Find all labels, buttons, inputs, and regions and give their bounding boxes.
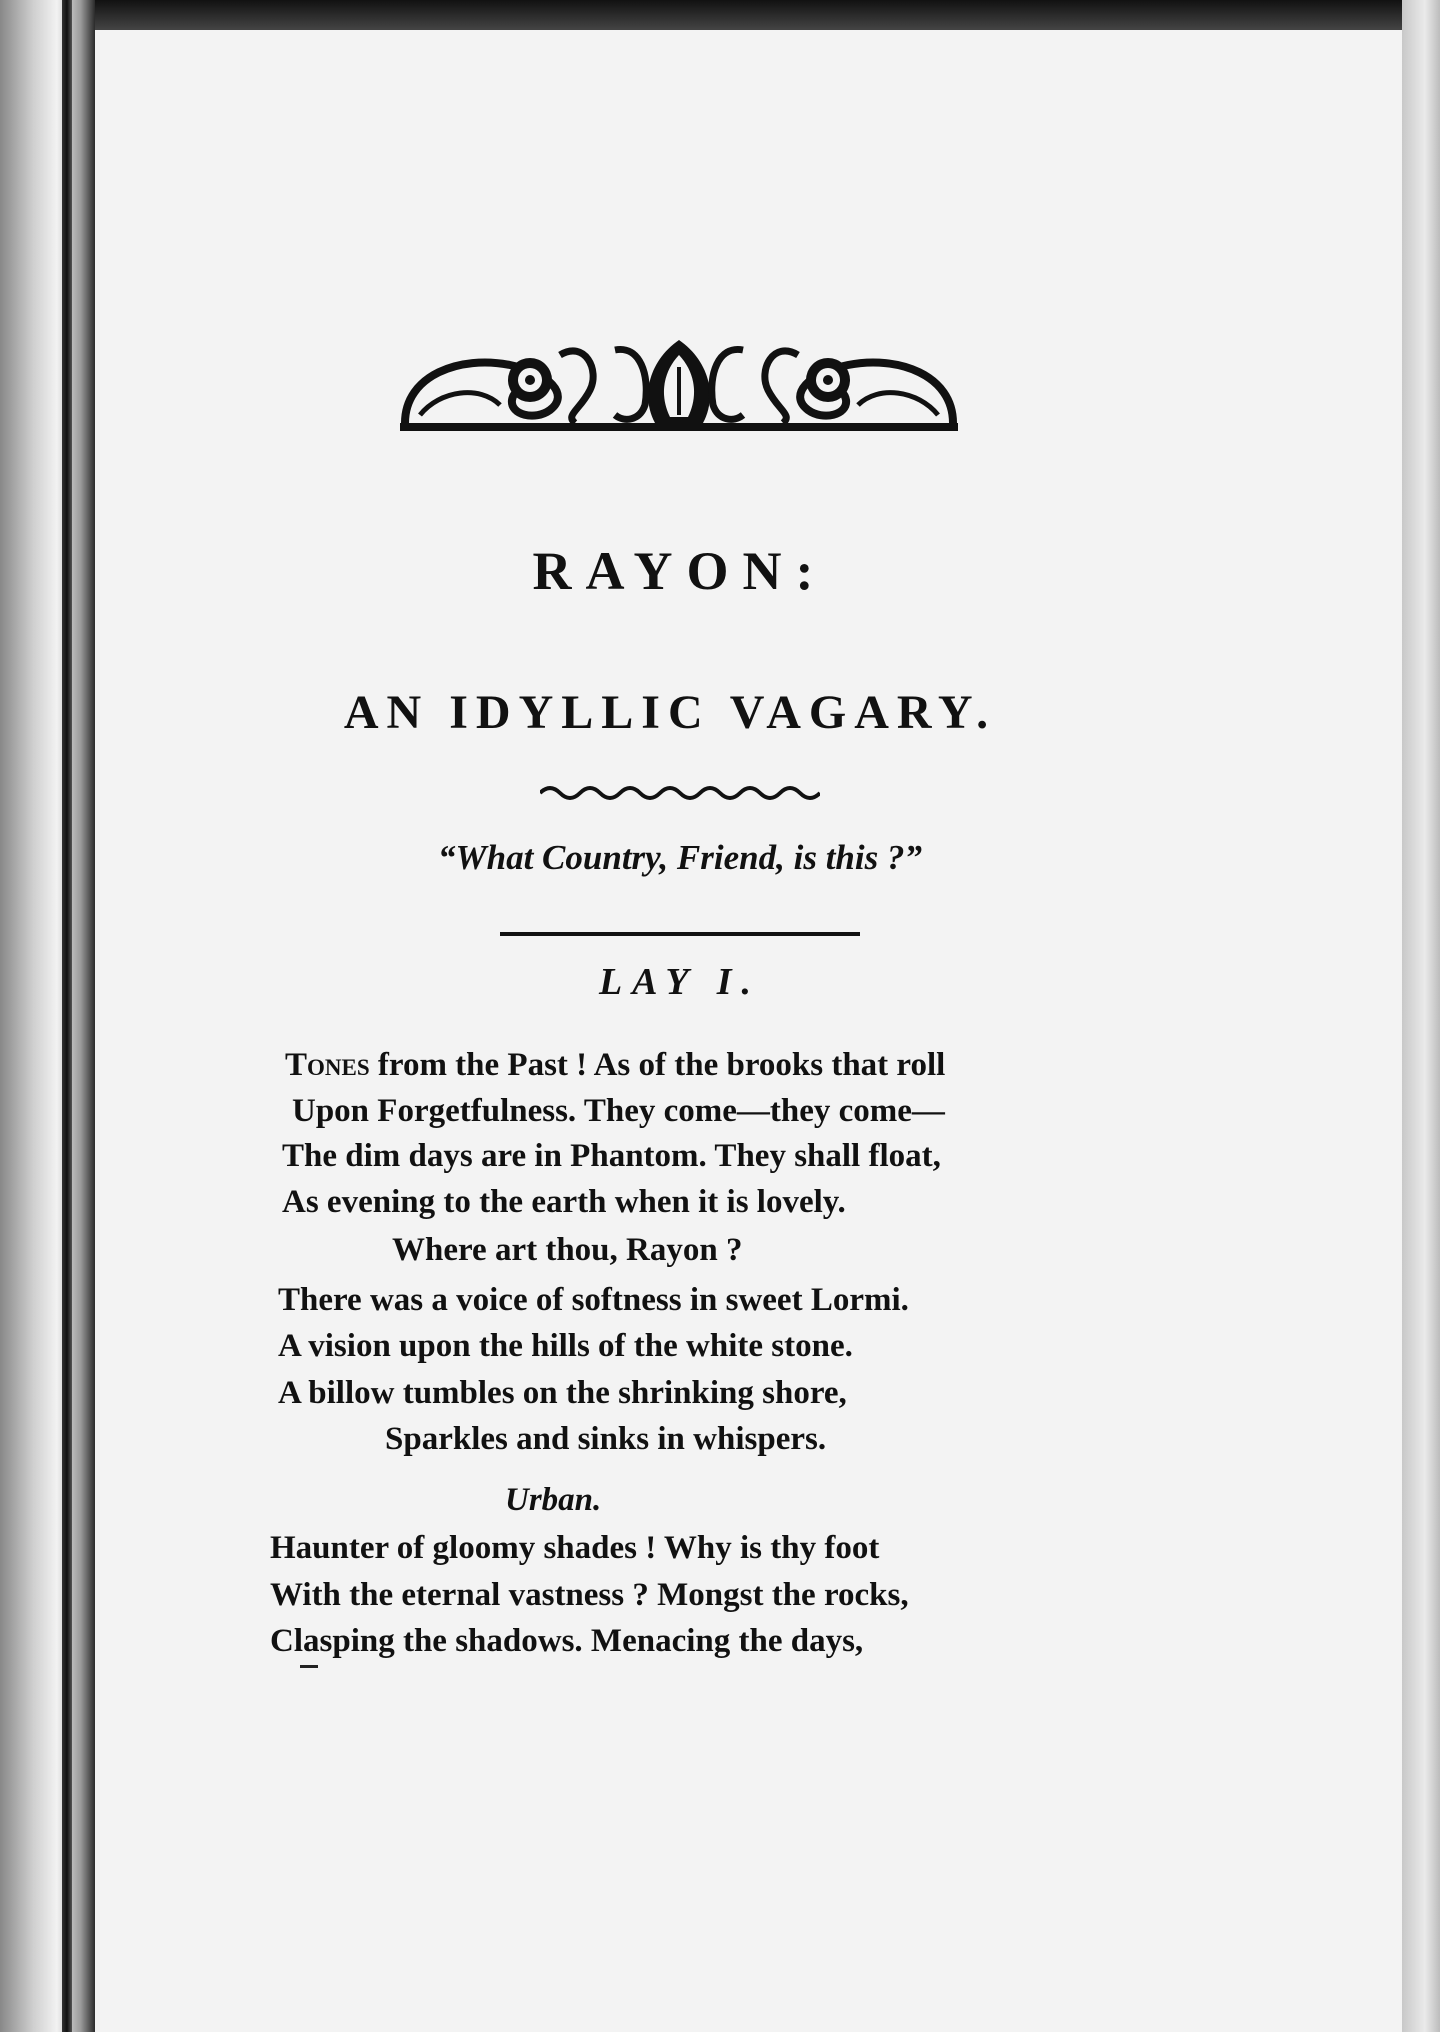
poem-line: A billow tumbles on the shrinking shore, [278, 1375, 847, 1411]
page-title: RAYON: [532, 541, 828, 601]
poem-line: Where art thou, Rayon ? [392, 1232, 743, 1268]
poem-line: A vision upon the hills of the white stone. [278, 1328, 853, 1364]
poem-line: The dim days are in Phantom. They shall float, [282, 1138, 941, 1174]
catchword-mark [300, 1665, 318, 1668]
scan-top-edge [0, 0, 1440, 30]
binding-shadow [62, 0, 72, 2032]
horizontal-rule [500, 932, 860, 936]
epigraph-quote: “What Country, Friend, is this ?” [438, 838, 922, 877]
decorative-headpiece-ornament [400, 335, 958, 435]
poem-line: With the eternal vastness ? Mongst the rocks, [270, 1577, 909, 1613]
initial-word: Tones [285, 1047, 370, 1083]
poem-line: Upon Forgetfulness. They come—they come— [292, 1093, 945, 1129]
poem-line: Haunter of gloomy shades ! Why is thy foot [270, 1530, 880, 1566]
poem-line: There was a voice of softness in sweet Lormi. [278, 1282, 909, 1318]
wavy-rule-divider [540, 783, 820, 801]
page-right-edge [1402, 0, 1440, 2032]
speaker-name: Urban. [505, 1482, 602, 1518]
page-subtitle: AN IDYLLIC VAGARY. [343, 686, 997, 739]
book-page [95, 30, 1402, 2032]
poem-line: Clasping the shadows. Menacing the days, [270, 1623, 864, 1659]
poem-line: Sparkles and sinks in whispers. [385, 1421, 827, 1457]
line-remainder: from the Past ! As of the brooks that roll [369, 1047, 946, 1083]
poem-line: As evening to the earth when it is lovely. [282, 1184, 846, 1220]
book-spine-edge [0, 0, 95, 2032]
poem-line [285, 1047, 945, 1084]
section-heading: LAY I. [598, 961, 762, 1003]
